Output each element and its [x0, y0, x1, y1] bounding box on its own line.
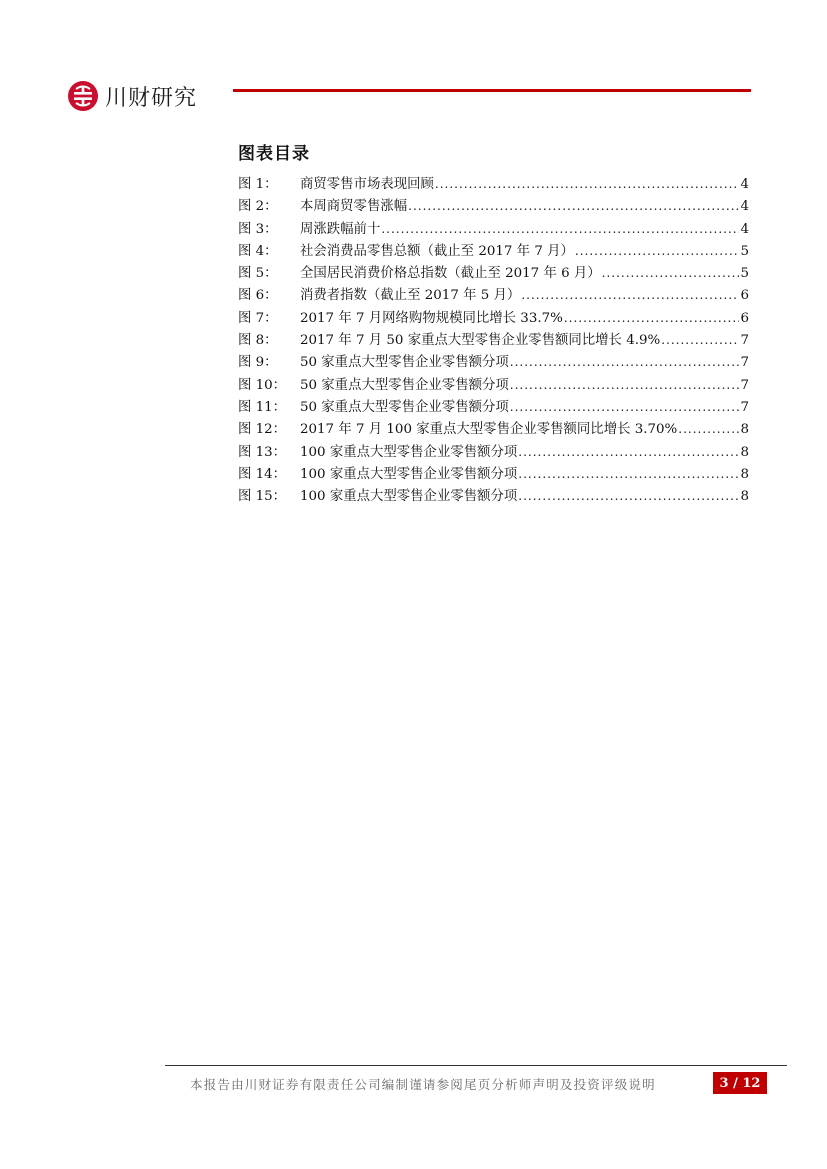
toc-entry[interactable] [238, 195, 749, 217]
toc-entry[interactable] [238, 396, 749, 418]
toc-entry[interactable] [238, 374, 749, 396]
toc-entry[interactable] [238, 485, 749, 507]
toc-entry-title: 50 家重点大型零售企业零售额分项 [300, 377, 509, 393]
toc-entry-label: 图 15： [238, 489, 287, 505]
toc-entry-label: 图 1： [238, 177, 278, 192]
toc-entry-page: 8 [740, 444, 749, 460]
toc-entry[interactable] [238, 441, 749, 463]
toc-entry-page: 8 [740, 466, 749, 482]
toc-entry-label: 图 9： [238, 355, 278, 371]
toc-entry-label: 图 10： [238, 377, 287, 393]
toc-entry-label: 图 6： [238, 288, 278, 304]
toc-leader [408, 199, 739, 214]
toc-entry-title: 社会消费品零售总额（截止至 2017 年 7 月） [300, 243, 574, 259]
toc-entry-title: 周涨跌幅前十 [300, 221, 381, 237]
toc-entry-title: 消费者指数（截止至 2017 年 5 月） [300, 288, 521, 304]
toc-entry[interactable] [238, 262, 749, 284]
brand-logo [67, 79, 197, 113]
toc-entry-title: 100 家重点大型零售企业零售额分项 [300, 466, 518, 482]
toc-entry[interactable] [238, 351, 749, 373]
toc-entry-title: 100 家重点大型零售企业零售额分项 [300, 444, 518, 460]
toc-entry-title: 本周商贸零售涨幅 [300, 199, 408, 215]
toc-entry[interactable] [238, 218, 749, 240]
footer-divider [165, 1065, 787, 1066]
brand-name: 川财研究 [105, 85, 198, 111]
toc-entry-label: 图 5： [238, 266, 278, 282]
toc-entry[interactable] [238, 463, 749, 485]
toc-leader [510, 355, 740, 370]
toc-entry-title: 100 家重点大型零售企业零售额分项 [300, 489, 518, 505]
toc-entry-page: 6 [740, 310, 749, 326]
toc-entry[interactable] [238, 307, 749, 329]
toc-entry-page: 5 [740, 266, 749, 282]
toc-leader [518, 489, 739, 504]
page-number-badge: 3 / 12 [713, 1072, 767, 1094]
toc-entry[interactable] [238, 284, 749, 306]
toc-leader [661, 333, 739, 348]
toc-entry-page: 6 [740, 288, 749, 304]
toc-leader [510, 400, 740, 415]
toc-entry[interactable] [238, 418, 749, 440]
toc-entry-title: 50 家重点大型零售企业零售额分项 [300, 399, 509, 415]
toc-leader [678, 422, 739, 437]
toc-entry-page: 8 [740, 489, 749, 505]
toc-leader [575, 244, 740, 259]
toc-entry-title: 2017 年 7 月 50 家重点大型零售企业零售额同比增长 4.9% [300, 333, 661, 349]
toc-entry-page: 4 [740, 199, 749, 215]
toc-entry-page: 4 [740, 221, 749, 237]
toc-entry[interactable] [238, 173, 749, 195]
toc-entry-page: 8 [740, 422, 749, 438]
toc-entry-page: 7 [740, 355, 749, 371]
toc-entry-label: 图 13： [238, 444, 287, 460]
toc-entry-page: 7 [740, 333, 749, 349]
toc-leader [521, 288, 739, 303]
toc-leader [435, 177, 740, 192]
toc-leader [518, 445, 739, 460]
toc-entry-label: 图 2： [238, 199, 278, 215]
toc-entry-label: 图 8： [238, 333, 278, 349]
toc-entry-label: 图 7： [238, 310, 278, 326]
toc-entry-label: 图 3： [238, 221, 278, 237]
toc-entry-label: 图 14： [238, 466, 287, 482]
footer-disclaimer: 本报告由川财证券有限责任公司编制谨请参阅尾页分析师声明及投资评级说明 [190, 1077, 656, 1092]
toc-leader [381, 222, 739, 237]
toc-entry-title: 商贸零售市场表现回顾 [300, 177, 434, 192]
toc-entry-title: 2017 年 7 月 100 家重点大型零售企业零售额同比增长 3.70% [300, 422, 678, 438]
toc-leader [564, 311, 740, 326]
toc-entry-label: 图 12： [238, 422, 287, 438]
toc-entry[interactable] [238, 329, 749, 351]
chuancai-logo-icon [67, 80, 99, 112]
toc-entry-page: 7 [740, 377, 749, 393]
toc-entry-title: 全国居民消费价格总指数（截止至 2017 年 6 月） [300, 266, 601, 282]
toc-entry-label: 图 4： [238, 243, 278, 259]
toc-heading: 图表目录 [238, 144, 310, 164]
toc-entry-label: 图 11： [238, 399, 287, 415]
toc-entry-page: 4 [740, 177, 749, 192]
toc-leader [602, 266, 740, 281]
toc-entry-page: 7 [740, 399, 749, 415]
toc-list [238, 173, 749, 507]
toc-leader [510, 378, 740, 393]
toc-entry-title: 2017 年 7 月网络购物规模同比增长 33.7% [300, 310, 563, 326]
toc-leader [518, 467, 739, 482]
toc-entry[interactable] [238, 240, 749, 262]
toc-entry-page: 5 [740, 243, 749, 259]
header-divider [233, 89, 751, 92]
toc-entry-title: 50 家重点大型零售企业零售额分项 [300, 355, 509, 371]
